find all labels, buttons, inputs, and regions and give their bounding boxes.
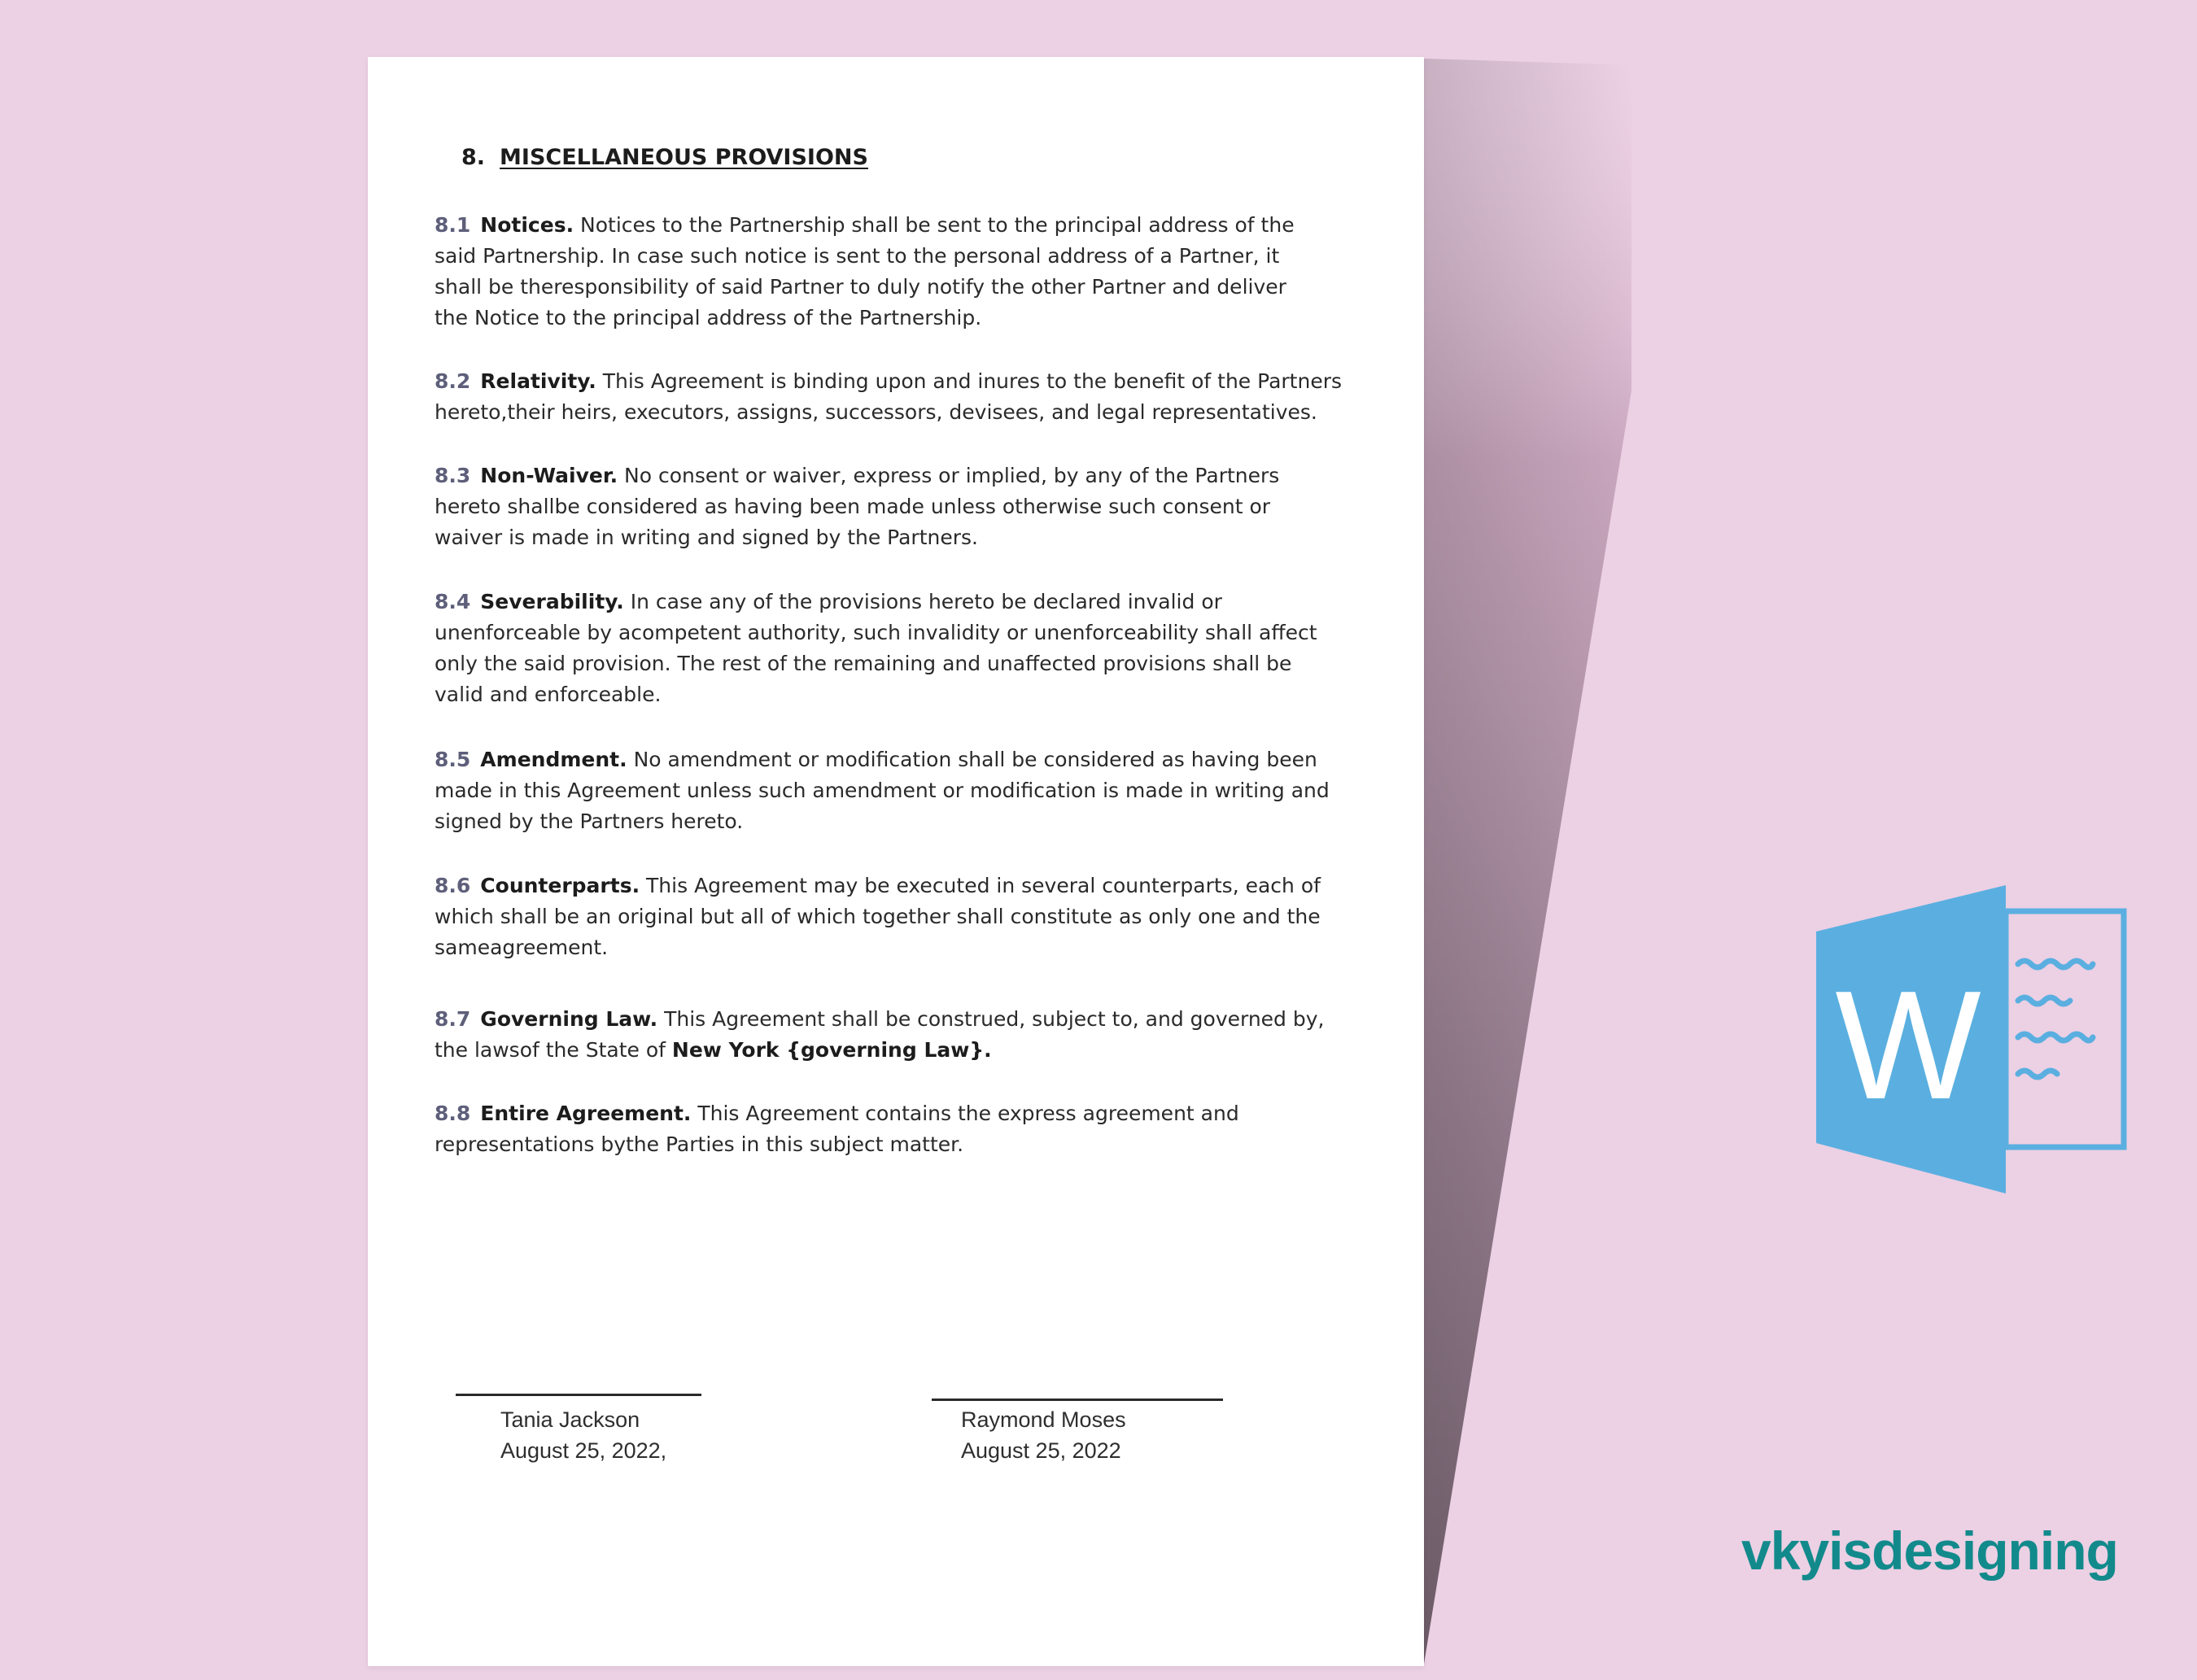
clause-line: In case any of the provisions hereto be declared invalid or bbox=[630, 590, 1222, 613]
clause-notices bbox=[435, 210, 1346, 334]
clause-line: unenforceable by acompetent authority, such invalidity or unenforceability shall affect bbox=[435, 621, 1317, 644]
clause-line: made in this Agreement unless such amendment or modification is made in writing and bbox=[435, 779, 1330, 802]
clause-number: 8.4 bbox=[435, 590, 471, 613]
signature-line bbox=[932, 1399, 1223, 1401]
clause-title: Entire Agreement. bbox=[480, 1102, 692, 1125]
clause-title: Notices. bbox=[480, 213, 574, 237]
clause-number: 8.5 bbox=[435, 748, 471, 771]
microsoft-word-icon bbox=[1815, 883, 2132, 1196]
clause-number: 8.2 bbox=[435, 369, 471, 393]
clause-number: 8.6 bbox=[435, 874, 471, 897]
clause-amendment bbox=[435, 744, 1346, 837]
clause-title: Amendment. bbox=[480, 748, 627, 771]
section-title: MISCELLANEOUS PROVISIONS bbox=[500, 145, 868, 170]
signature-line bbox=[456, 1394, 701, 1396]
clause-line: said Partnership. In case such notice is sent to the personal address of a Partner, it bbox=[435, 244, 1280, 268]
clause-number: 8.1 bbox=[435, 213, 471, 237]
clause-line: sameagreement. bbox=[435, 936, 609, 959]
clause-line: only the said provision. The rest of the remaining and unaffected provisions shall be bbox=[435, 652, 1292, 675]
clause-line: the lawsof the State of bbox=[435, 1038, 666, 1062]
clause-title: Governing Law. bbox=[480, 1007, 658, 1031]
clause-title: Relativity. bbox=[480, 369, 596, 393]
clause-counterparts bbox=[435, 871, 1346, 963]
clause-relativity bbox=[435, 366, 1346, 428]
clause-line: No amendment or modification shall be considered as having been bbox=[633, 748, 1317, 771]
clause-number: 8.3 bbox=[435, 464, 471, 487]
clause-line: This Agreement shall be construed, subject to, and governed by, bbox=[664, 1007, 1325, 1031]
document-page bbox=[368, 57, 1424, 1666]
clause-line: signed by the Partners hereto. bbox=[435, 809, 744, 833]
section-number: 8. bbox=[461, 145, 486, 170]
clause-entire-agreement bbox=[435, 1098, 1346, 1160]
clause-line: Notices to the Partnership shall be sent to the principal address of the bbox=[580, 213, 1295, 237]
clause-line: waiver is made in writing and signed by the Partners. bbox=[435, 526, 978, 549]
clause-governing-law bbox=[435, 1004, 1346, 1066]
clause-line: hereto,their heirs, executors, assigns, successors, devisees, and legal representatives. bbox=[435, 400, 1317, 424]
clause-line: valid and enforceable. bbox=[435, 683, 662, 706]
clause-line: hereto shallbe considered as having been made unless otherwise such consent or bbox=[435, 495, 1271, 518]
clause-title: Non-Waiver. bbox=[480, 464, 618, 487]
clause-line: This Agreement is binding upon and inures to the benefit of the Partners bbox=[602, 369, 1342, 393]
clause-line: shall be theresponsibility of said Partner to duly notify the other Partner and deliver bbox=[435, 275, 1286, 299]
clause-line: the Notice to the principal address of the Partnership. bbox=[435, 306, 982, 329]
clause-number: 8.7 bbox=[435, 1007, 471, 1031]
clause-title: Counterparts. bbox=[480, 874, 640, 897]
signature-block-1 bbox=[500, 1404, 666, 1466]
clause-line: representations bythe Parties in this subject matter. bbox=[435, 1132, 964, 1156]
clause-title: Severability. bbox=[480, 590, 624, 613]
signature-date: August 25, 2022, bbox=[500, 1438, 667, 1463]
signatory-name: Tania Jackson bbox=[500, 1407, 640, 1432]
clause-line: No consent or waiver, express or implied, by any of the Partners bbox=[624, 464, 1280, 487]
clause-non-waiver bbox=[435, 460, 1346, 553]
section-heading bbox=[461, 145, 868, 170]
brand-watermark: vkyisdesigning bbox=[1741, 1521, 2118, 1581]
word-icon-letter: W bbox=[1835, 959, 1981, 1132]
governing-law-value: New York {governing Law}. bbox=[671, 1038, 992, 1062]
clause-severability bbox=[435, 587, 1346, 710]
clause-line: which shall be an original but all of which together shall constitute as only one and the bbox=[435, 905, 1321, 928]
clause-number: 8.8 bbox=[435, 1102, 471, 1125]
clause-line: This Agreement may be executed in several counterparts, each of bbox=[646, 874, 1321, 897]
signature-date: August 25, 2022 bbox=[961, 1438, 1121, 1463]
signatory-name: Raymond Moses bbox=[961, 1407, 1126, 1432]
clause-line: This Agreement contains the express agreement and bbox=[697, 1102, 1239, 1125]
signature-block-2 bbox=[961, 1404, 1126, 1466]
